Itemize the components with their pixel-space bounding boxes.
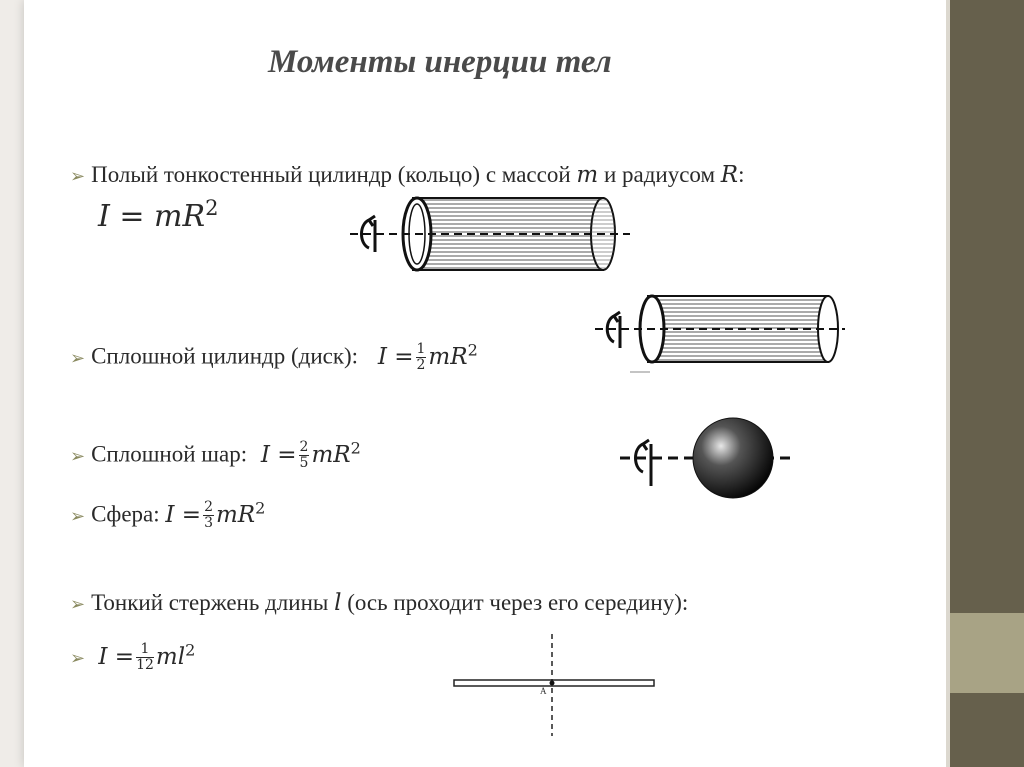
bullet-arrow-icon: ➢ — [70, 166, 86, 186]
hollow-cylinder-illustration — [345, 190, 635, 280]
item-thin-rod: ➢ Тонкий стержень длины l (ось проходит через его середину): — [70, 590, 689, 616]
formula-rod: I = $\frac{1}{12}$ $ml^2$ — [98, 640, 196, 674]
bullet-arrow-icon: ➢ — [70, 594, 86, 614]
item-solid-cylinder: ➢ Сплошной цилиндр (диск): I = $\frac{1}{2}$ $mR^2$ — [70, 340, 478, 374]
rod-point-label: A — [540, 686, 547, 696]
solid-cylinder-illustration — [590, 290, 850, 380]
bullet-arrow-icon: ➢ — [70, 505, 86, 526]
thin-rod-illustration — [450, 630, 662, 740]
bullet-arrow-icon: ➢ — [70, 347, 86, 368]
sidebar-accent — [950, 613, 1024, 693]
item-hollow-cylinder: ➢ Полый тонкостенный цилиндр (кольцо) с массой m и радиусом R: — [70, 162, 745, 188]
formula-disk: I = $\frac{1}{2}$ $mR^2$ — [377, 340, 478, 374]
formula-ring: $I = mR^2$ — [98, 196, 219, 234]
item-sphere: ➢ Сфера: I = $\frac{2}{3}$ $mR^2$ — [70, 498, 266, 532]
item-rod-formula — [70, 640, 195, 673]
formula-sphere: I = $\frac{2}{3}$ $mR^2$ — [165, 498, 266, 532]
formula-ball: I = $\frac{2}{5}$ $mR^2$ — [260, 438, 361, 472]
item-solid-ball: ➢ Сплошной шар: I = $\frac{2}{5}$ $mR^2$ — [70, 438, 361, 472]
bullet-arrow-icon: ➢ — [70, 445, 86, 466]
bullet-arrow-icon: ➢ — [70, 647, 86, 668]
slide-title: Моменты инерции тел — [268, 44, 612, 80]
solid-ball-illustration — [615, 412, 815, 502]
